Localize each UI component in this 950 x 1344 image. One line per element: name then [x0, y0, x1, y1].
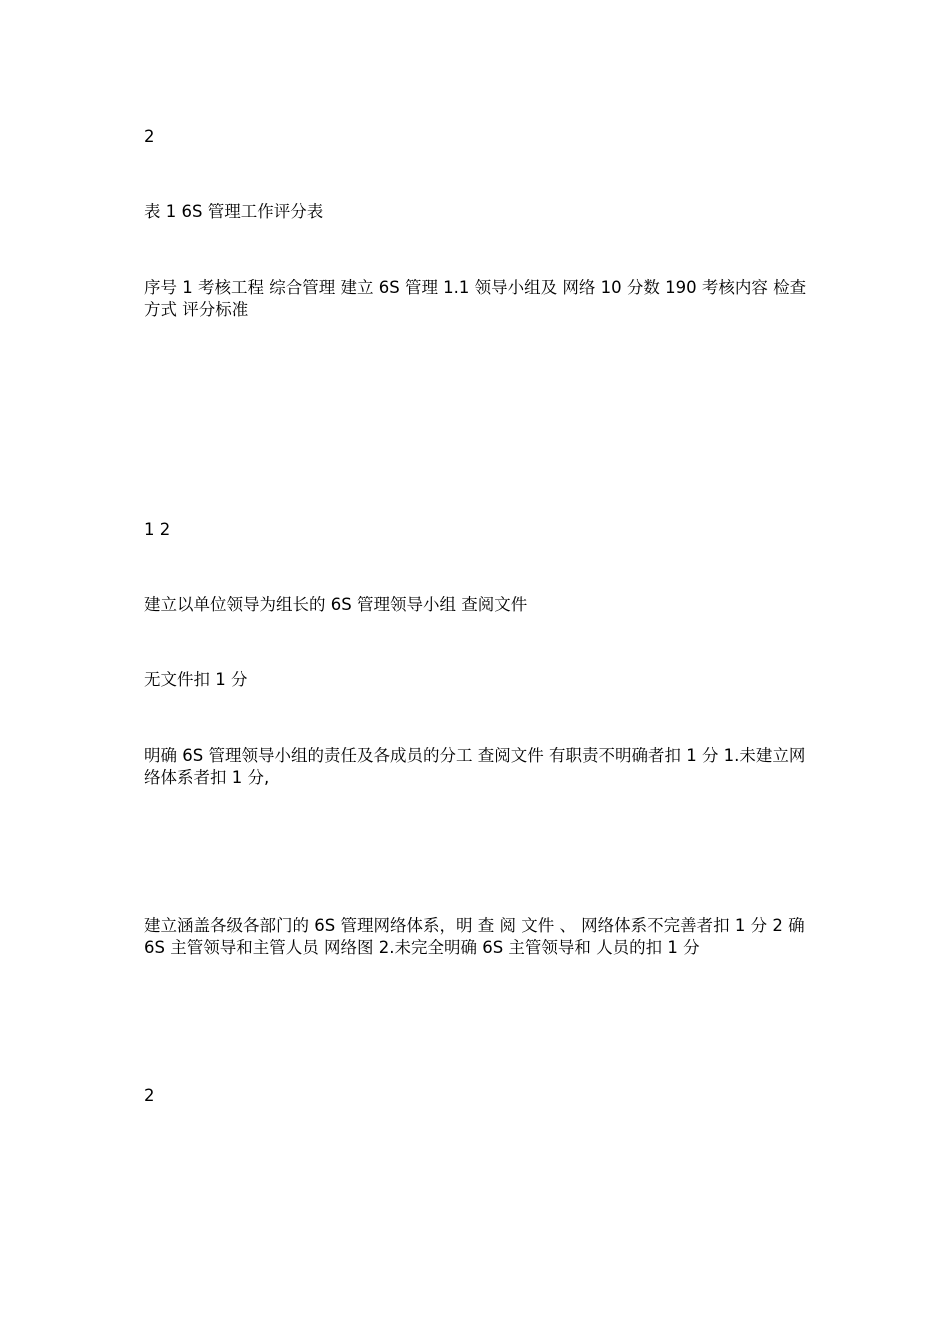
item-responsibility-division: 明确 6S 管理领导小组的责任及各成员的分工 查阅文件 有职责不明确者扣 1 分 1.未建立网络体系者扣 1 分,	[144, 746, 806, 787]
page-number-bottom: 2	[144, 1086, 155, 1105]
item-leadership-group: 建立以单位领导为组长的 6S 管理领导小组 查阅文件	[144, 595, 528, 614]
table-header-row: 序号 1 考核工程 综合管理 建立 6S 管理 1.1 领导小组及 网络 10 分数 190 考核内容 检查方式 评分标准	[144, 278, 807, 319]
item-no-document-penalty: 无文件扣 1 分	[144, 670, 248, 689]
page-number-top: 2	[144, 127, 155, 146]
item-network-system: 建立涵盖各级各部门的 6S 管理网络体系，明 查 阅 文件 、 网络体系不完善者扣 1 分 2 确 6S 主管领导和主管人员 网络图 2.未完全明确 6S 主管领导和 人员的扣 1 分	[144, 916, 805, 957]
table-caption: 表 1 6S 管理工作评分表	[144, 202, 324, 221]
row-numbers: 1 2	[144, 520, 171, 539]
